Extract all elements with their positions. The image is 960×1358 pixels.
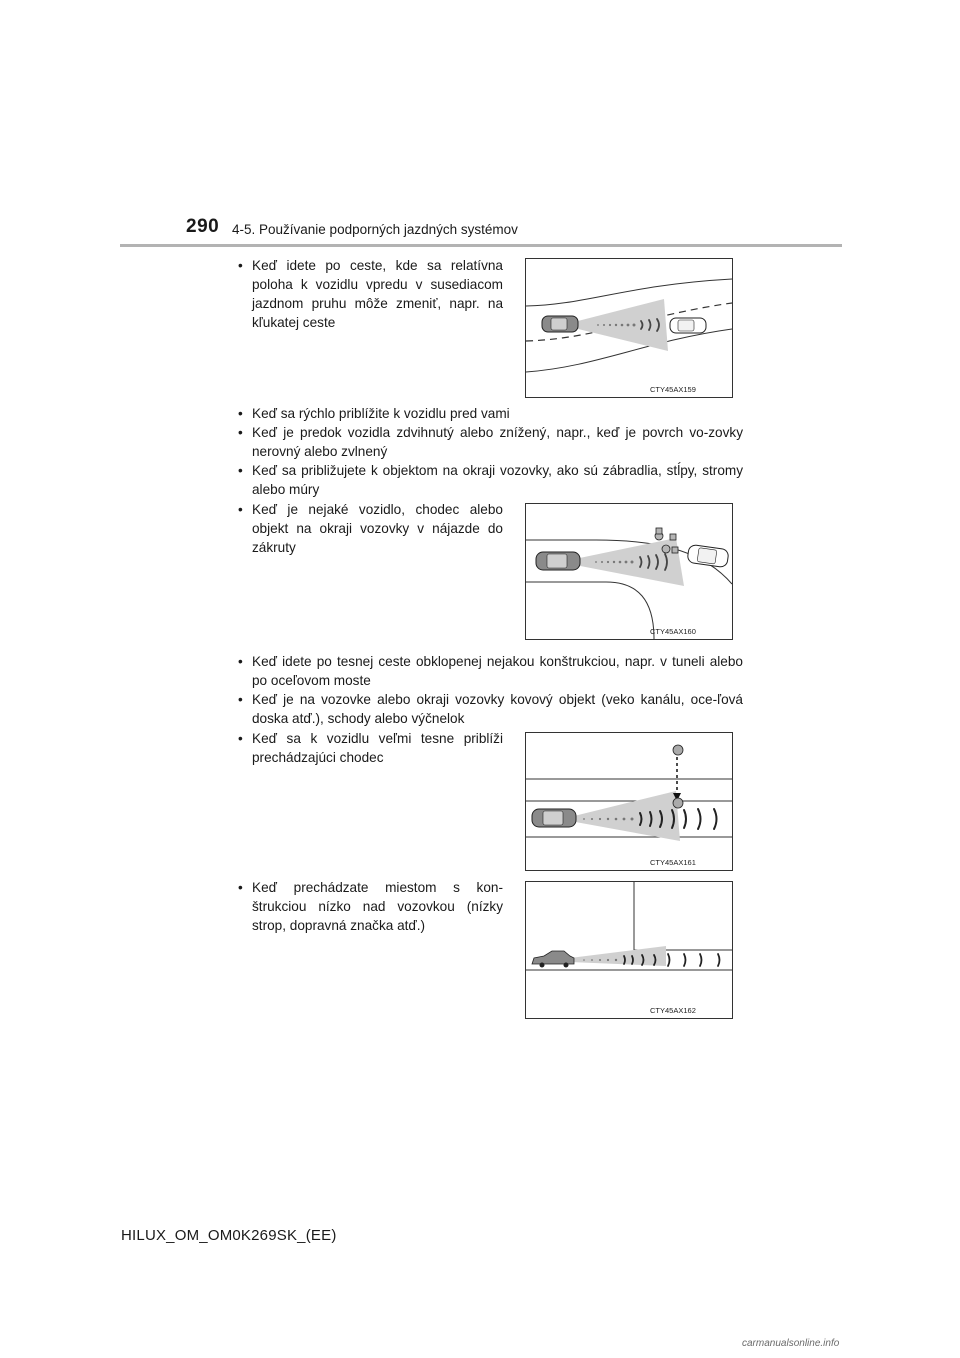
figure-code: CTY45AX162 <box>650 1006 696 1015</box>
own-car-icon <box>542 316 578 332</box>
list-item: • Keď sa približujete k objektom na okraji vozovky, ako sú zábradlia, stĺpy, stromy alebo múry <box>237 461 743 499</box>
document-code: HILUX_OM_OM0K269SK_(EE) <box>121 1227 337 1244</box>
watermark: carmanualsonline.info <box>742 1338 840 1349</box>
figure-curve-entry <box>525 503 733 640</box>
figure-code: CTY45AX160 <box>650 627 696 636</box>
figure-winding-road <box>525 258 733 398</box>
list-item: • Keď idete po tesnej ceste obklopenej nejakou konštrukciou, napr. v tuneli alebo po oceľovom moste <box>237 652 743 690</box>
list-item: • Keď je na vozovke alebo okraji vozovky kovový objekt (veko kanálu, oce-ľová doska atď.), schody alebo výčnelok <box>237 690 743 728</box>
figure-code: CTY45AX159 <box>650 385 696 394</box>
list-item: • Keď prechádzate miestom s kon-štrukciou nízko nad vozovkou (nízky strop, dopravná značka atď.) <box>237 878 503 935</box>
bullet-list-conditions <box>237 404 743 499</box>
own-car-icon <box>536 552 580 570</box>
bullet-list-low-structure <box>237 878 503 935</box>
bullet-list-curve-entry <box>237 500 503 557</box>
bullet-list-winding-road <box>237 256 503 332</box>
bullet-list-narrow-road <box>237 652 743 728</box>
list-item: • Keď idete po ceste, kde sa relatívna poloha k vozidlu vpredu v susediacom jazdnom pruhu môže zmeniť, napr. na kľukatej ceste <box>237 256 503 332</box>
lead-car-icon <box>670 318 706 333</box>
list-item: • Keď je predok vozidla zdvihnutý alebo znížený, napr., keď je povrch vo-zovky nerovný alebo zvlnený <box>237 423 743 461</box>
own-car-side-icon <box>532 951 574 968</box>
oncoming-car-icon <box>687 544 729 567</box>
list-item: • Keď je nejaké vozidlo, chodec alebo objekt na okraji vozovky v nájazde do zákruty <box>237 500 503 557</box>
list-item: • Keď sa rýchlo priblížite k vozidlu pred vami <box>237 404 743 423</box>
figure-code: CTY45AX161 <box>650 858 696 867</box>
bullet-list-pedestrian <box>237 729 503 767</box>
figure-low-structure <box>525 881 733 1019</box>
own-car-icon <box>532 809 576 827</box>
header-divider <box>120 244 842 247</box>
section-title: 4-5. Používanie podporných jazdných systémov <box>232 222 518 237</box>
list-item: • Keď sa k vozidlu veľmi tesne priblíži prechádzajúci chodec <box>237 729 503 767</box>
page-number: 290 <box>186 216 220 237</box>
figure-pedestrian-crossing <box>525 732 733 871</box>
